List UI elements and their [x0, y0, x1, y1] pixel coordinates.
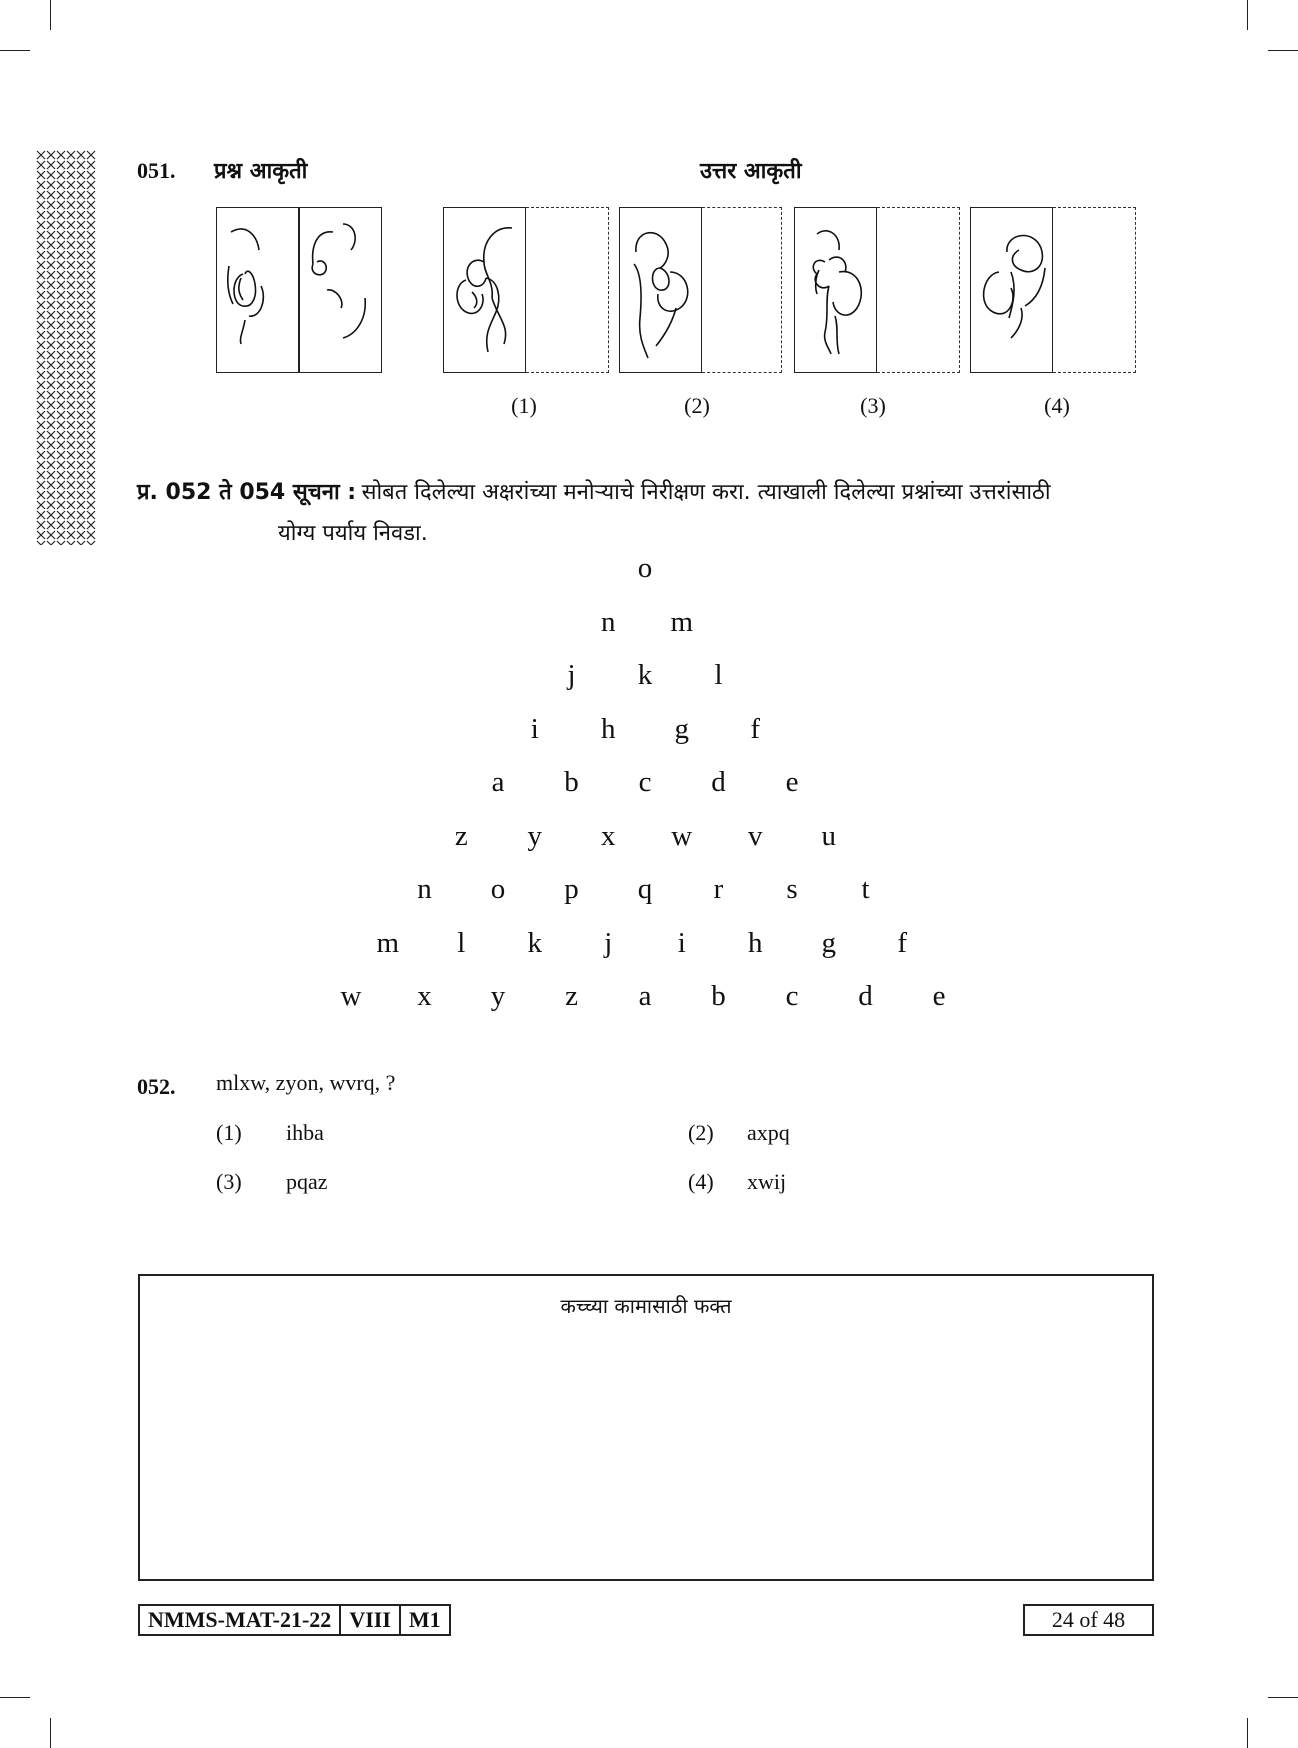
crop-mark [50, 0, 51, 30]
pyramid-letter: q [637, 873, 653, 905]
page-number: 24 of 48 [1051, 1607, 1126, 1632]
pyramid-letter: g [821, 926, 836, 959]
answer-figure-1 [443, 207, 526, 373]
crop-mark [1268, 50, 1298, 51]
option-label-2: (2) [684, 393, 710, 418]
pyramid-letter: f [897, 926, 908, 959]
question-figure [216, 207, 382, 373]
answer-figure-2-drawing [620, 208, 703, 374]
pyramid-letter: e [932, 980, 946, 1012]
pyramid-letter: o [490, 873, 506, 905]
answer-figure-4-drawing [971, 208, 1054, 374]
pyramid-letter: t [861, 873, 870, 905]
pyramid-letter: d [858, 980, 873, 1012]
crop-mark [1247, 1718, 1248, 1748]
answer-figure-2-blank [702, 207, 782, 373]
choice-4-number: (4) [688, 1169, 714, 1194]
pyramid-letter: m [670, 605, 694, 638]
pyramid-letter: o [637, 552, 653, 584]
paper-medium: M1 [399, 1606, 449, 1634]
pyramid-letter: i [677, 926, 686, 959]
pyramid-letter: l [457, 926, 466, 959]
pyramid-letter: m [376, 926, 400, 959]
answer-figure-1-drawing [444, 208, 527, 374]
choice-1-number: (1) [216, 1120, 242, 1145]
choice-1-text[interactable]: ihba [286, 1120, 324, 1145]
pyramid-letter: s [786, 873, 798, 905]
pyramid-letter: y [490, 980, 506, 1012]
option-label-4: (4) [1044, 393, 1070, 418]
answer-figure-4-blank [1053, 207, 1136, 373]
pyramid-letter: z [454, 819, 468, 852]
answer-figure-3 [794, 207, 877, 373]
pyramid-letter: w [340, 980, 362, 1012]
answer-figure-4 [970, 207, 1053, 373]
instruction-line-2: योग्य पर्याय निवडा. [278, 521, 428, 546]
pyramid-letter: c [638, 766, 652, 798]
pyramid-letter: j [567, 659, 576, 691]
choice-2-number: (2) [688, 1120, 714, 1145]
answer-figure-1-blank [526, 207, 609, 373]
instructions [137, 471, 1157, 514]
question-figure-label: प्रश्न आकृती [214, 159, 308, 184]
pyramid-letter: k [527, 926, 542, 959]
rough-work-box[interactable] [138, 1274, 1154, 1581]
crop-mark [50, 1718, 51, 1748]
pyramid-letter: n [417, 873, 432, 905]
pyramid-letter: h [748, 926, 763, 959]
pyramid-letter: y [527, 819, 542, 852]
pyramid-letter: h [601, 712, 616, 745]
pyramid-letter: r [713, 873, 724, 905]
pyramid-letter: f [750, 712, 761, 745]
question-number: 052. [137, 1074, 176, 1099]
option-label-1: (1) [511, 393, 537, 418]
paper-class: VIII [339, 1606, 399, 1634]
instruction-line-1: सोबत दिलेल्या अक्षरांच्या मनोऱ्याचे निरीक्षण करा. त्याखाली दिलेल्या प्रश्नांच्या उत्तरांसाठी [361, 480, 1051, 505]
pyramid-letter: u [821, 819, 836, 852]
pyramid-letter: x [601, 819, 616, 852]
pyramid-letter: b [564, 766, 579, 798]
rough-work-title: कच्च्या कामासाठी फक्त [560, 1294, 732, 1318]
answer-figure-3-drawing [795, 208, 878, 374]
pyramid-letter: n [601, 605, 616, 638]
pyramid-letter: v [748, 819, 763, 852]
paper-code: NMMS-MAT-21-22 [148, 1607, 332, 1632]
answer-figure-3-blank [877, 207, 960, 373]
pyramid-letter: c [785, 980, 799, 1012]
pyramid-letter: a [491, 766, 505, 798]
choice-4-text[interactable]: xwij [747, 1169, 787, 1194]
pyramid-letter: e [785, 766, 799, 798]
pyramid-letter: z [565, 980, 578, 1012]
answer-figure-2 [619, 207, 702, 373]
pyramid-letter: b [711, 980, 726, 1012]
pyramid-letter: p [564, 873, 579, 905]
option-label-3: (3) [860, 393, 886, 418]
pyramid-letter: l [714, 659, 723, 691]
pyramid-letter: j [604, 926, 613, 959]
choice-3-number: (3) [216, 1169, 242, 1194]
question-text: mlxw, zyon, wvrq, ? [216, 1070, 396, 1095]
page-number-box [1023, 1604, 1154, 1636]
pyramid-letter: d [711, 766, 726, 798]
pyramid-letter: i [530, 712, 539, 745]
choice-3-text[interactable]: pqaz [286, 1169, 328, 1194]
answer-figure-label: उत्तर आकृती [700, 159, 802, 184]
pyramid-letter: w [671, 819, 693, 852]
crop-mark [0, 1697, 30, 1698]
margin-crosshatch-pattern [36, 150, 96, 545]
crop-mark [0, 50, 30, 51]
crop-mark [1268, 1697, 1298, 1698]
pyramid-letter: g [674, 712, 689, 745]
choice-2-text[interactable]: axpq [747, 1120, 790, 1145]
question-number: 051. [137, 158, 176, 183]
pyramid-letter: a [638, 980, 652, 1012]
question-figure-drawing [217, 208, 383, 374]
crop-mark [1247, 0, 1248, 30]
pyramid-letter: x [417, 980, 432, 1012]
paper-code-box [138, 1604, 451, 1636]
instruction-prefix: प्र. 052 ते 054 सूचना : [137, 480, 357, 505]
pyramid-letter: k [637, 659, 653, 691]
